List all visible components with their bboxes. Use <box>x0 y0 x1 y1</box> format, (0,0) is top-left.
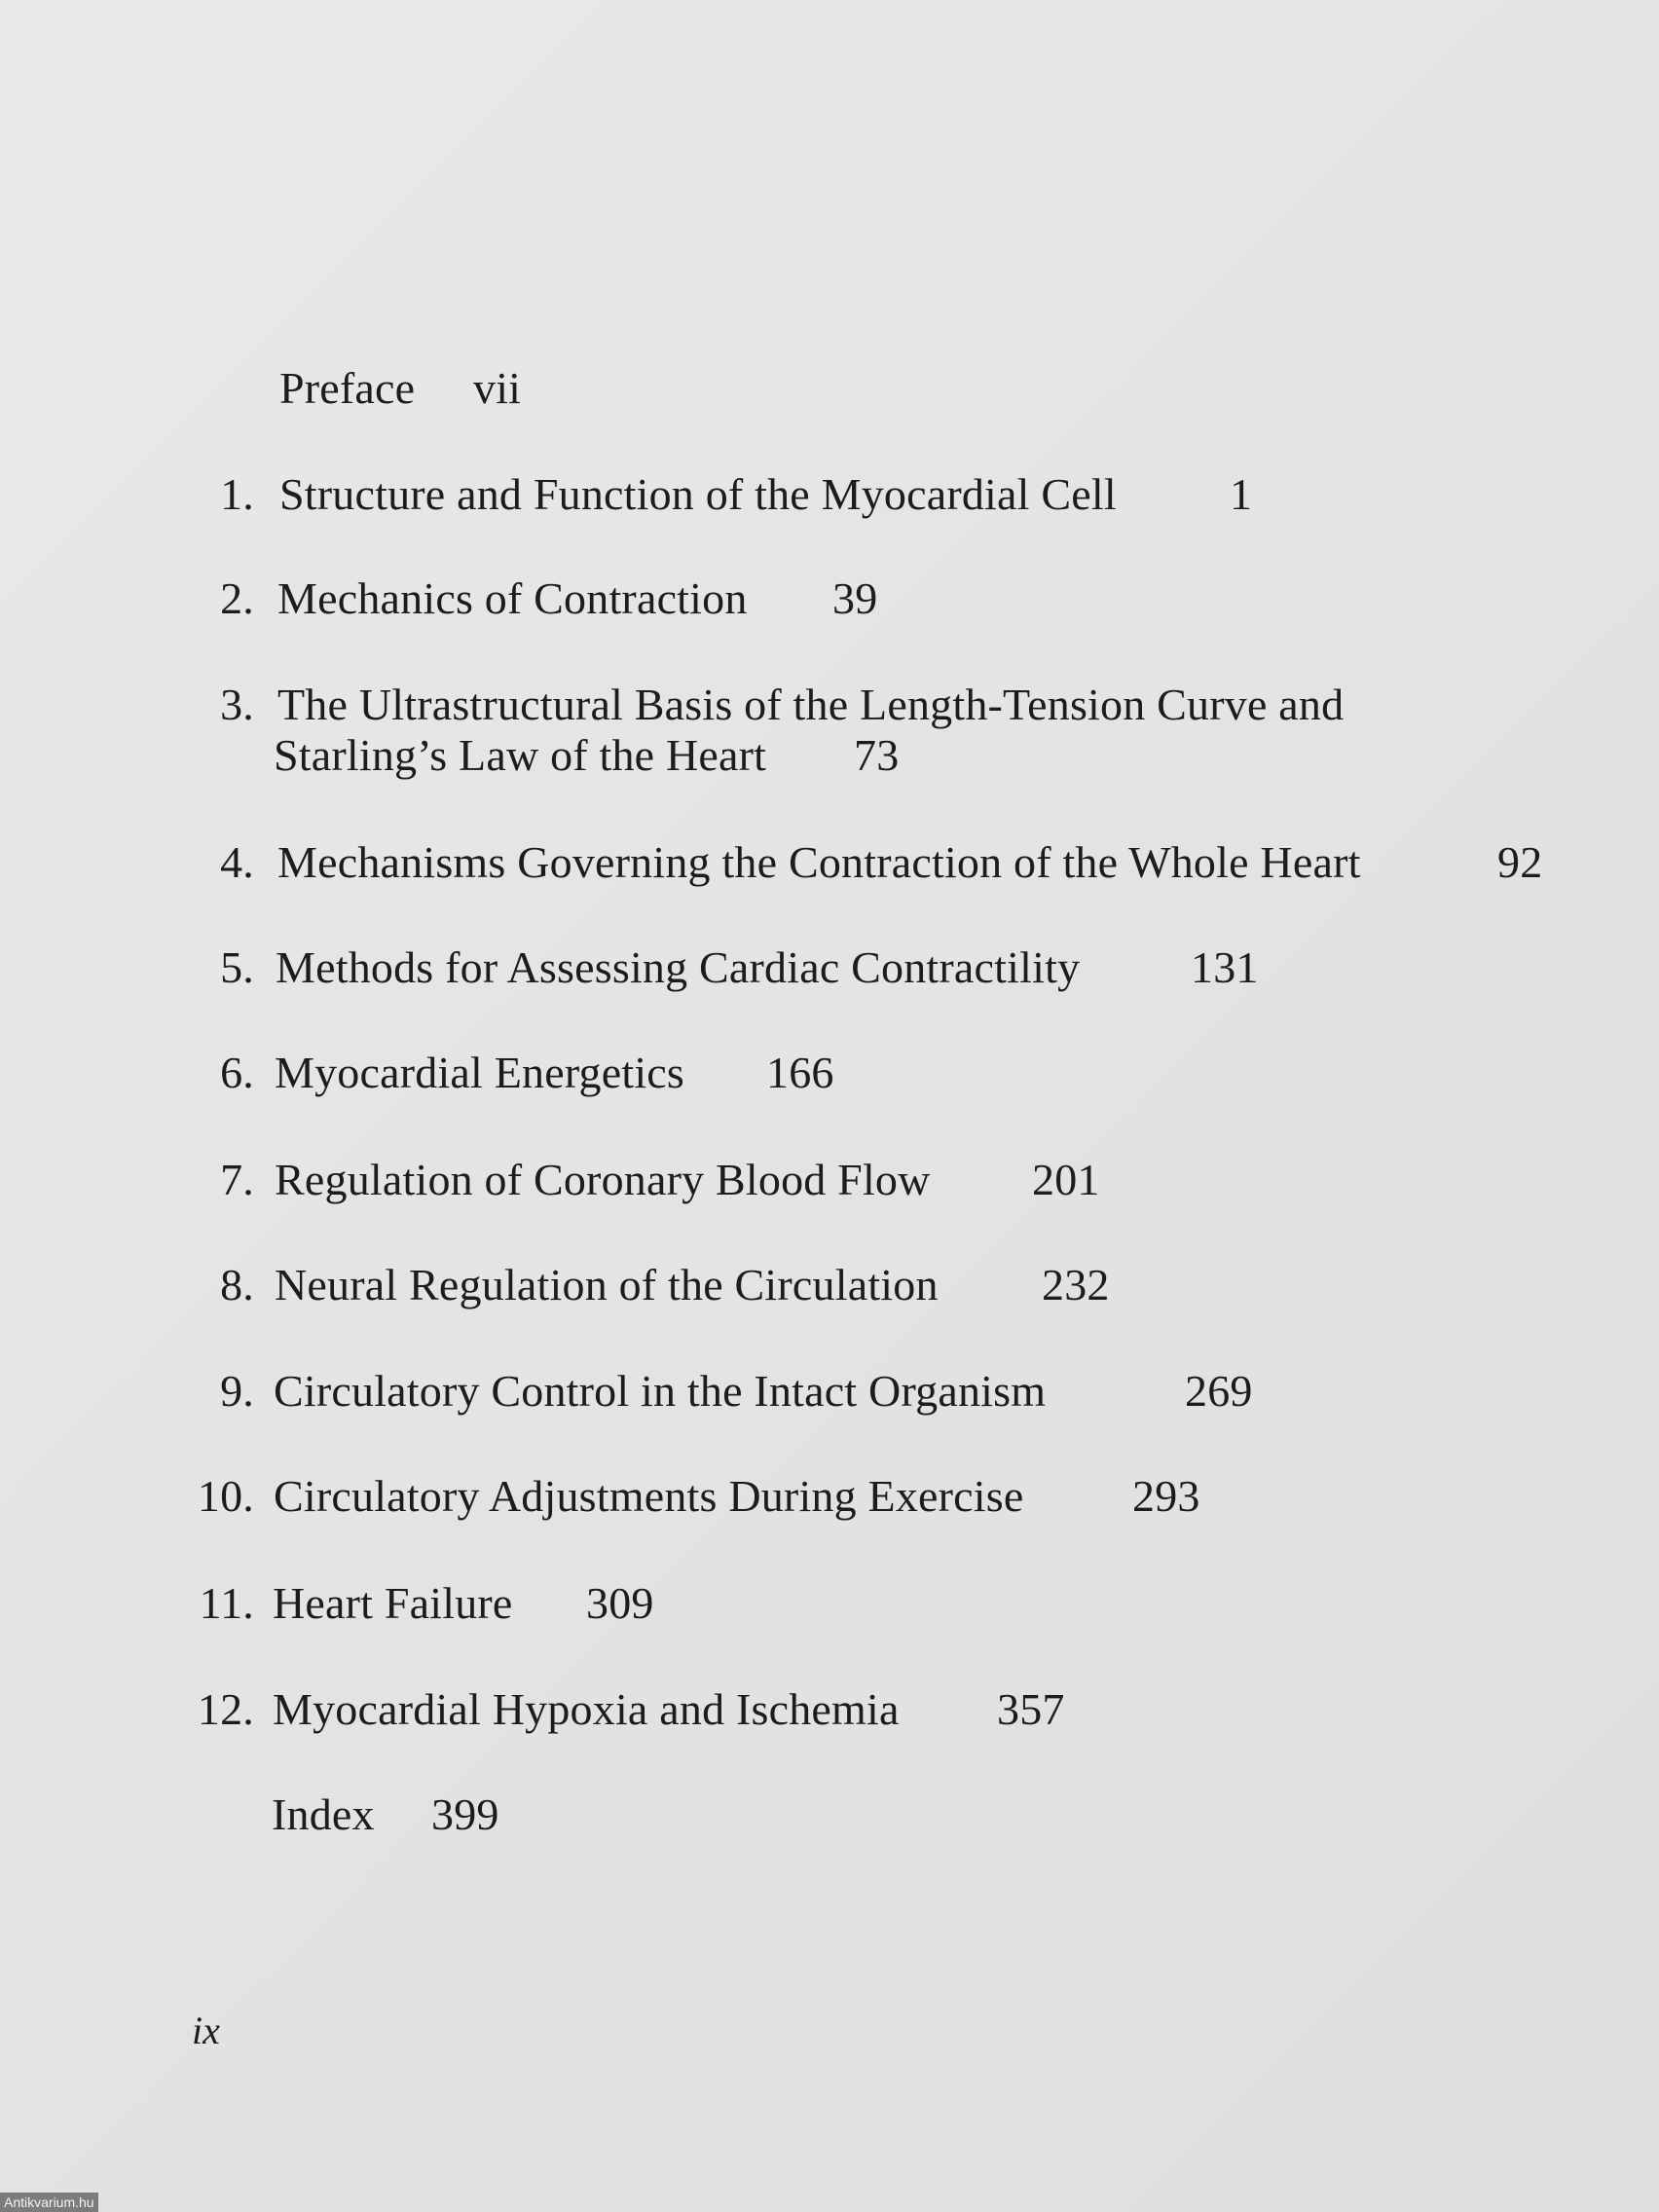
toc-entry-number: 5. <box>220 942 254 992</box>
toc-entry-number: 1. <box>220 469 254 519</box>
toc-entry-page: 166 <box>766 1048 834 1097</box>
toc-entry-page: 269 <box>1185 1366 1253 1416</box>
toc-entry-number: 2. <box>220 573 254 623</box>
toc-entry-title: Mechanics of Contraction <box>277 573 748 623</box>
toc-entry-page: 73 <box>854 730 900 780</box>
toc-entry-page: 357 <box>997 1684 1065 1734</box>
toc-entry-number: 11. <box>199 1578 254 1628</box>
toc-entry-page: 92 <box>1497 837 1543 887</box>
watermark-text: Antikvarium.hu <box>0 2193 98 2212</box>
toc-entry-page: 232 <box>1042 1260 1110 1309</box>
toc-entry-page: 309 <box>586 1578 654 1628</box>
toc-entry-number: 10. <box>197 1471 254 1521</box>
toc-entry-title: Myocardial Energetics <box>275 1048 685 1097</box>
toc-entry-title-line1: The Ultrastructural Basis of the Length-Tension Curve and <box>277 680 1345 729</box>
toc-entry-page: 131 <box>1191 942 1259 992</box>
toc-entry-number: 3. <box>220 680 254 729</box>
toc-entry-title: Mechanisms Governing the Contraction of the Whole Heart <box>277 837 1361 887</box>
toc-entry-number: 7. <box>220 1155 254 1204</box>
toc-preface-label: Preface <box>279 363 416 413</box>
toc-entry-title: Circulatory Adjustments During Exercise <box>274 1471 1024 1521</box>
toc-entry-number: 6. <box>220 1048 254 1097</box>
toc-entry-title: Heart Failure <box>273 1578 513 1628</box>
toc-entry-title: Structure and Function of the Myocardial Cell <box>279 469 1117 519</box>
toc-entry-title: Circulatory Control in the Intact Organism <box>274 1366 1047 1416</box>
toc-entry-page: 293 <box>1132 1471 1200 1521</box>
toc-preface-page: vii <box>473 363 522 413</box>
toc-entry-title-line2: Starling’s Law of the Heart <box>274 730 767 780</box>
toc-entry-page: 1 <box>1230 469 1253 519</box>
toc-entry-number: 4. <box>220 837 254 887</box>
toc-entry-page: 201 <box>1032 1155 1100 1204</box>
toc-index-page: 399 <box>431 1789 499 1839</box>
toc-entry-number: 8. <box>220 1260 254 1309</box>
toc-entry-number: 12. <box>197 1684 254 1734</box>
toc-entry-title: Myocardial Hypoxia and Ischemia <box>273 1684 900 1734</box>
toc-entry-number: 9. <box>220 1366 254 1416</box>
toc-entry-title: Methods for Assessing Cardiac Contractility <box>276 942 1081 992</box>
toc-entry-page: 39 <box>832 573 878 623</box>
toc-entry-title: Regulation of Coronary Blood Flow <box>275 1155 931 1204</box>
toc-index-label: Index <box>272 1789 375 1839</box>
page-folio: ix <box>192 2009 220 2052</box>
toc-entry-title: Neural Regulation of the Circulation <box>275 1260 939 1309</box>
